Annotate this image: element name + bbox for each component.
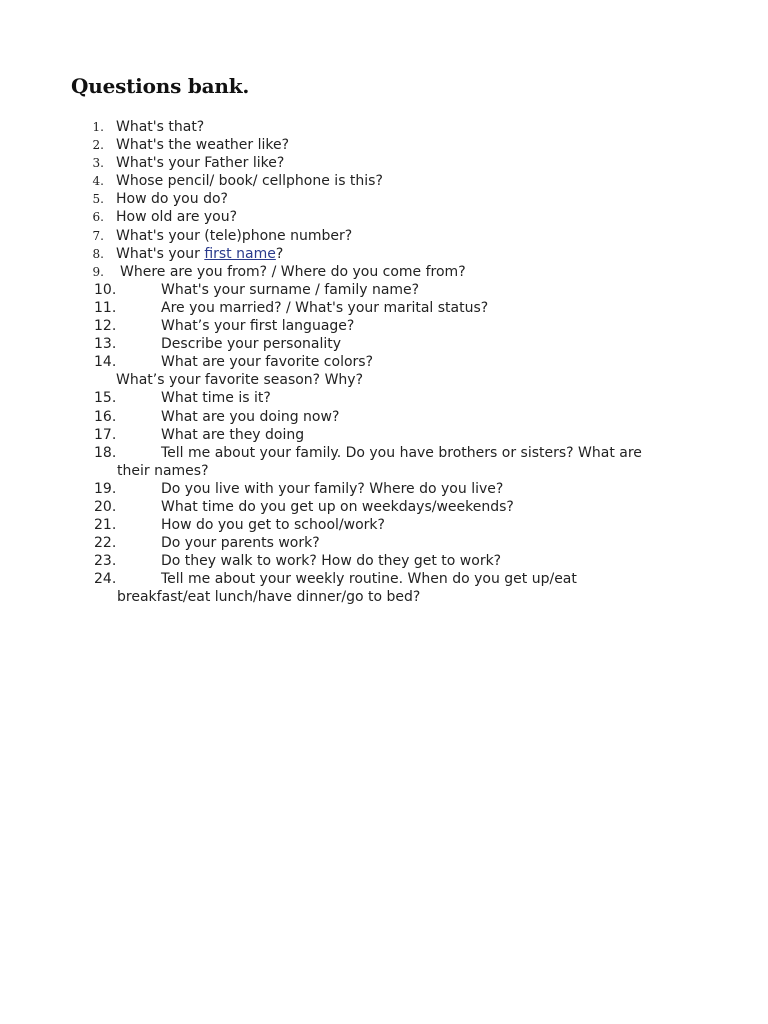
item-text: Are you married? / What's your marital status? bbox=[161, 299, 489, 316]
item-text: Do they walk to work? How do they get to work? bbox=[161, 553, 502, 570]
item-number: 11. bbox=[94, 299, 117, 316]
item-number: 12. bbox=[94, 318, 117, 335]
item-text: What are they doing bbox=[161, 426, 305, 443]
list-item bbox=[0, 426, 768, 444]
item-number: 8. bbox=[92, 246, 104, 261]
list-item bbox=[0, 335, 768, 353]
item-number: 19. bbox=[94, 480, 117, 497]
item-text: How old are you? bbox=[116, 209, 238, 226]
item-text: Whose pencil/ book/ cellphone is this? bbox=[116, 173, 383, 190]
item-text: What's your Father like? bbox=[116, 155, 285, 172]
item-text: What’s your first language? bbox=[161, 318, 355, 335]
item-text-before: What's your bbox=[116, 245, 205, 262]
list-item bbox=[0, 570, 768, 588]
item-text: What time is it? bbox=[161, 390, 271, 407]
list-item-continuation: breakfast/eat lunch/have dinner/go to bed? bbox=[117, 589, 421, 606]
item-text: What are your favorite colors? bbox=[161, 354, 374, 371]
item-number: 7. bbox=[92, 228, 104, 243]
questions-list bbox=[0, 118, 768, 607]
item-text: What’s your favorite season? Why? bbox=[116, 372, 363, 389]
list-item bbox=[0, 190, 768, 208]
list-item bbox=[0, 353, 768, 371]
item-text: What's your (tele)phone number? bbox=[116, 227, 353, 244]
item-number: 17. bbox=[94, 426, 117, 443]
item-number: 9. bbox=[92, 264, 104, 279]
list-item bbox=[0, 534, 768, 552]
list-item bbox=[0, 136, 768, 154]
list-item bbox=[0, 227, 768, 245]
item-number: 4. bbox=[92, 174, 104, 189]
item-text: Describe your personality bbox=[161, 336, 342, 353]
list-item bbox=[0, 552, 768, 570]
list-item bbox=[0, 371, 768, 389]
item-number: 10. bbox=[94, 281, 117, 298]
item-number: 16. bbox=[94, 408, 117, 425]
list-item bbox=[0, 317, 768, 335]
item-text: Do you live with your family? Where do you live? bbox=[161, 480, 504, 497]
item-number: 1. bbox=[92, 120, 104, 134]
item-number: 15. bbox=[94, 390, 117, 407]
item-number: 14. bbox=[94, 354, 117, 371]
item-number: 3. bbox=[92, 156, 104, 171]
list-item bbox=[0, 263, 768, 281]
item-text: Do your parents work? bbox=[161, 535, 320, 552]
list-item bbox=[0, 498, 768, 516]
item-text: How do you get to school/work? bbox=[161, 517, 385, 534]
item-text: Where are you from? / Where do you come from? bbox=[120, 263, 466, 280]
item-text: What are you doing now? bbox=[161, 408, 340, 425]
item-number: 21. bbox=[94, 517, 117, 534]
list-item bbox=[0, 118, 768, 136]
list-item bbox=[0, 208, 768, 226]
list-item bbox=[0, 444, 768, 462]
item-text: What's the weather like? bbox=[116, 137, 290, 154]
item-text: What's that? bbox=[116, 119, 205, 135]
item-text: What time do you get up on weekdays/weekends? bbox=[161, 498, 514, 515]
list-item bbox=[0, 172, 768, 190]
list-item bbox=[0, 245, 768, 263]
item-number: 18. bbox=[94, 444, 117, 461]
item-text: How do you do? bbox=[116, 191, 228, 208]
item-number: 22. bbox=[94, 535, 117, 552]
list-item-continuation: their names? bbox=[117, 462, 209, 479]
item-text: What's your surname / family name? bbox=[161, 281, 420, 298]
first-name-link[interactable]: first name bbox=[204, 245, 276, 262]
list-item bbox=[0, 516, 768, 534]
page-title: Questions bank. bbox=[71, 74, 250, 98]
list-item bbox=[0, 480, 768, 498]
item-number: 2. bbox=[92, 138, 104, 153]
list-item bbox=[0, 154, 768, 172]
item-number: 13. bbox=[94, 336, 117, 353]
list-item bbox=[0, 281, 768, 299]
list-item bbox=[0, 389, 768, 407]
item-number: 23. bbox=[94, 553, 117, 570]
item-number: 5. bbox=[92, 192, 104, 207]
list-item bbox=[0, 408, 768, 426]
list-item bbox=[0, 299, 768, 317]
item-number: 20. bbox=[94, 498, 117, 515]
item-text: Tell me about your weekly routine. When do you get up/eat bbox=[161, 571, 577, 588]
item-text: Tell me about your family. Do you have brothers or sisters? What are bbox=[161, 444, 642, 461]
item-number: 24. bbox=[94, 571, 117, 588]
item-text-after: ? bbox=[275, 245, 284, 262]
item-number: 6. bbox=[92, 210, 104, 225]
